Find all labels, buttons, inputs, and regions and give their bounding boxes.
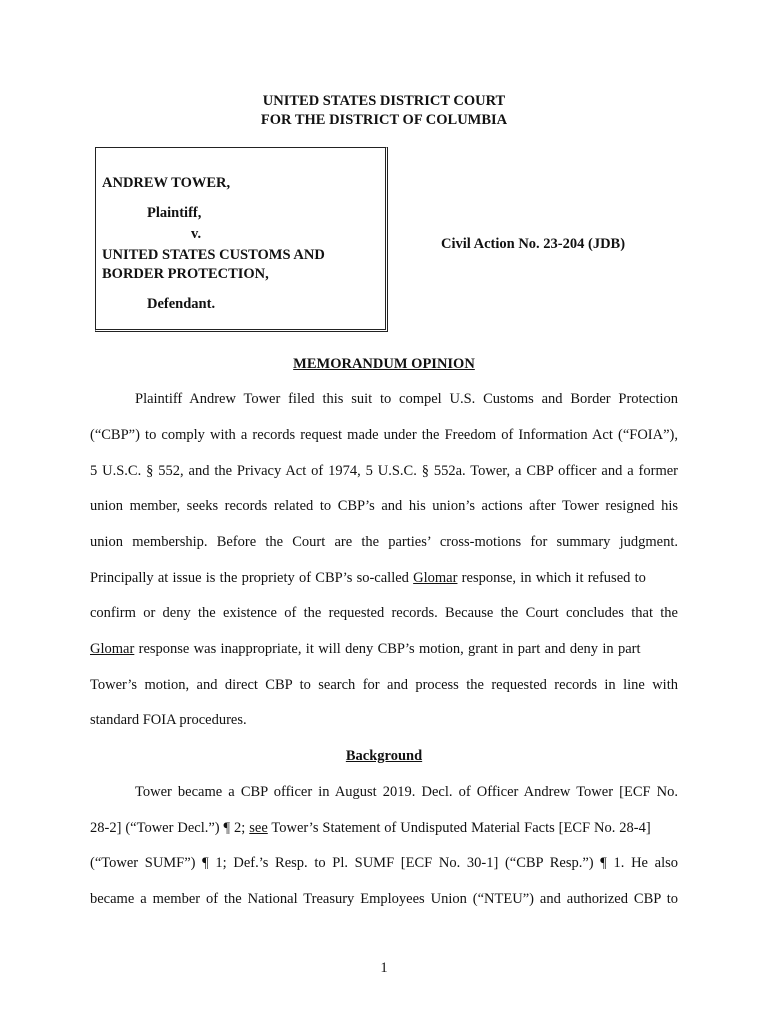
para1-line1: Plaintiff Andrew Tower filed this suit to compel U.S. Customs and Border Protection (135, 391, 678, 407)
see-signal: see (249, 820, 268, 836)
background-heading: Background (345, 748, 423, 764)
glomar-case-ref: Glomar (90, 641, 135, 657)
para2-line3: (“Tower SUMF”) ¶ 1; Def.’s Resp. to Pl. SUMF [ECF No. 30-1] (“CBP Resp.”) ¶ 1. He also (90, 855, 678, 871)
para1-line6-a: Principally at issue is the propriety of CBP’s so-called (90, 570, 414, 586)
defendant-name-line1: UNITED STATES CUSTOMS AND (102, 247, 325, 263)
civil-action-number: Civil Action No. 23-204 (JDB) (441, 236, 626, 252)
versus: v. (191, 226, 202, 242)
plaintiff-name: ANDREW TOWER, (102, 175, 231, 191)
para1-line10: standard FOIA procedures. (90, 712, 247, 728)
para2-line2-c: Tower’s Statement of Undisputed Material Facts [ECF No. 28-4] (267, 820, 651, 836)
para2-line2-a: 28-2] (“Tower Decl.”) ¶ 2; (90, 820, 250, 836)
defendant-label: Defendant. (147, 296, 216, 312)
court-name: UNITED STATES DISTRICT COURT (262, 93, 506, 109)
plaintiff-label: Plaintiff, (147, 205, 202, 221)
defendant-name-line2: BORDER PROTECTION, (102, 266, 269, 282)
para1-line6-c: response, in which it refused to (457, 570, 646, 586)
para1-line9: Tower’s motion, and direct CBP to search for and process the requested records in line with (90, 677, 678, 693)
para1-line5: union membership. Before the Court are the parties’ cross-motions for summary judgment. (90, 534, 678, 550)
para1-line2: (“CBP”) to comply with a records request made under the Freedom of Information Act (“FOIA”), (90, 427, 678, 443)
para2-line2 (90, 820, 678, 837)
para1-line6 (90, 570, 678, 587)
glomar-case-ref: Glomar (413, 570, 458, 586)
para2-line4: became a member of the National Treasury Employees Union (“NTEU”) and authorized CBP to (90, 891, 678, 907)
para1-line4: union member, seeks records related to CBP’s and his union’s actions after Tower resigned his (90, 498, 678, 514)
para1-line8 (90, 641, 678, 658)
opinion-title: MEMORANDUM OPINION (293, 356, 475, 372)
para2-line1: Tower became a CBP officer in August 2019. Decl. of Officer Andrew Tower [ECF No. (135, 784, 678, 800)
para1-line3: 5 U.S.C. § 552, and the Privacy Act of 1974, 5 U.S.C. § 552a. Tower, a CBP officer and a former (90, 463, 678, 479)
page-number: 1 (380, 960, 388, 976)
para1-line7: confirm or deny the existence of the requested records. Because the Court concludes that the (90, 605, 678, 621)
court-district: FOR THE DISTRICT OF COLUMBIA (260, 112, 508, 128)
para1-line8-b: response was inappropriate, it will deny CBP’s motion, grant in part and deny in part (134, 641, 641, 657)
